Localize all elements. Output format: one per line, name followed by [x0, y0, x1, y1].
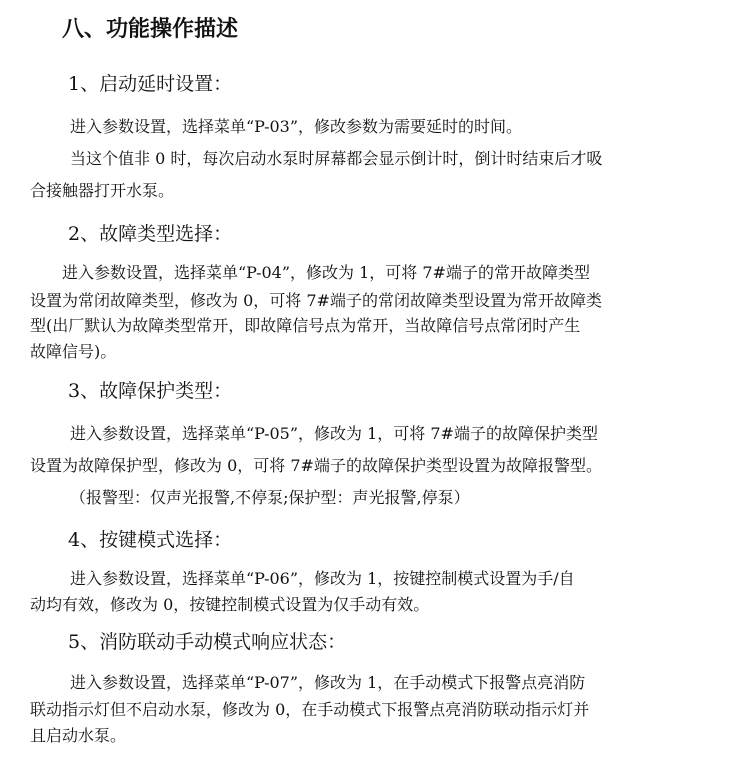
paragraph-line: 设置为常闭故障类型，修改为 0，可将 7#端子的常闭故障类型设置为常开故障类 — [30, 291, 602, 310]
paragraph-line: 动均有效，修改为 0，按键控制模式设置为仅手动有效。 — [30, 595, 430, 614]
paragraph-line: 进入参数设置，选择菜单“P-06”，修改为 1，按键控制模式设置为手/自 — [70, 569, 575, 588]
paragraph-line: 进入参数设置，选择菜单“P-07”，修改为 1，在手动模式下报警点亮消防 — [70, 673, 586, 692]
paragraph-line: 进入参数设置，选择菜单“P-04”，修改为 1，可将 7#端子的常开故障类型 — [62, 263, 590, 282]
paragraph-line: 当这个值非 0 时，每次启动水泵时屏幕都会显示倒计时，倒计时结束后才吸 — [70, 149, 603, 168]
paragraph-line: 且启动水泵。 — [30, 726, 127, 745]
paragraph-line: （报警型：仅声光报警,不停泵;保护型：声光报警,停泵） — [70, 488, 470, 507]
section-heading-key-mode: 4、按键模式选择： — [68, 529, 233, 551]
page-title: 八、功能操作描述 — [62, 17, 239, 42]
section-heading-startup-delay: 1、启动延时设置： — [68, 73, 233, 95]
section-heading-fire-linkage: 5、消防联动手动模式响应状态： — [68, 631, 347, 653]
paragraph-line: 进入参数设置，选择菜单“P-03”，修改参数为需要延时的时间。 — [70, 117, 523, 136]
paragraph-line: 型(出厂默认为故障类型常开，即故障信号点为常开，当故障信号点常闭时产生 — [30, 316, 581, 335]
section-heading-fault-type: 2、故障类型选择： — [68, 223, 233, 245]
paragraph-line: 设置为故障保护型，修改为 0，可将 7#端子的故障保护类型设置为故障报警型。 — [30, 456, 602, 475]
paragraph-line: 联动指示灯但不启动水泵，修改为 0，在手动模式下报警点亮消防联动指示灯并 — [30, 700, 590, 719]
paragraph-line: 进入参数设置，选择菜单“P-05”，修改为 1，可将 7#端子的故障保护类型 — [70, 424, 598, 443]
section-heading-fault-protection: 3、故障保护类型： — [68, 380, 233, 402]
paragraph-line: 合接触器打开水泵。 — [30, 181, 175, 200]
paragraph-line: 故障信号)。 — [30, 342, 117, 361]
